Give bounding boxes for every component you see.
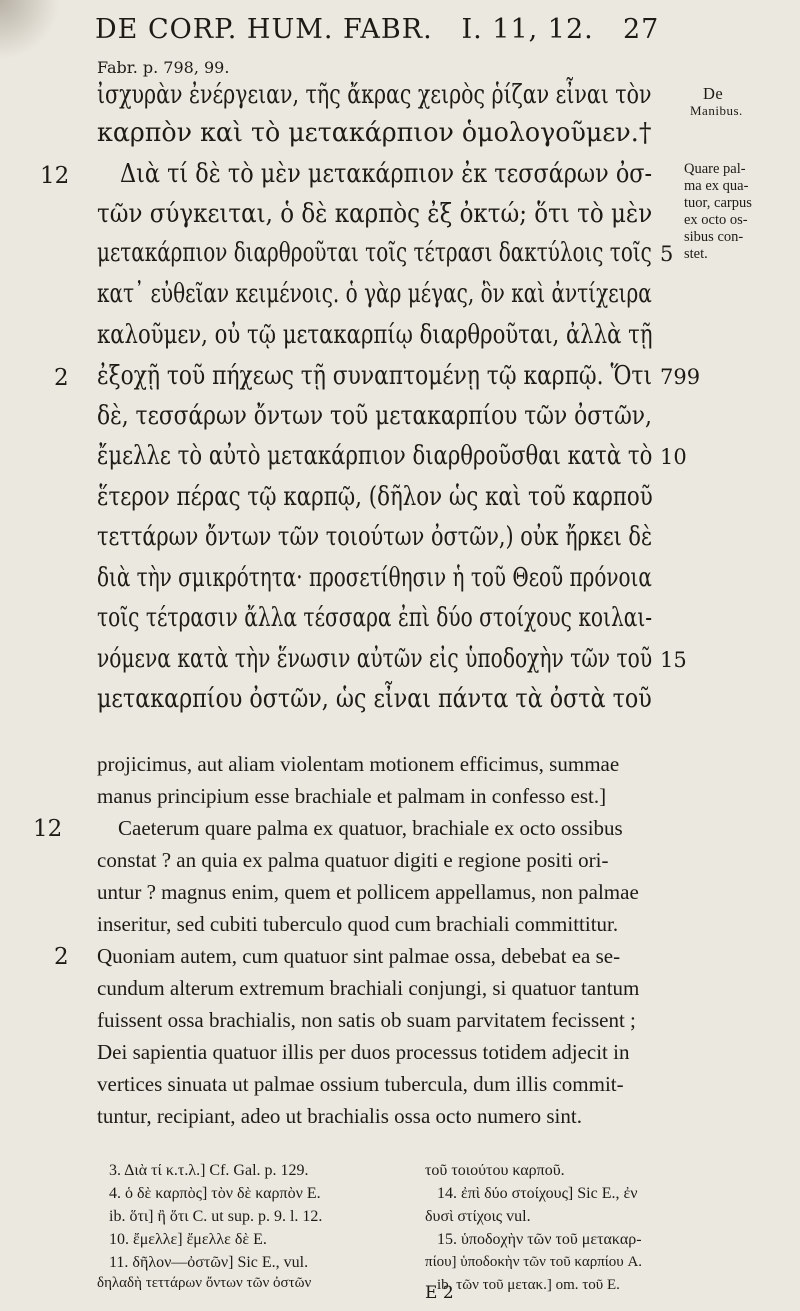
greek-line: ἔμελλε τὸ αὐτὸ μετακάρπιον διαρθροῦσθαι κατὰ τὸ bbox=[97, 440, 653, 471]
latin-line: vertices sinuata ut palmae ossium tubercula, dum illis commit- bbox=[97, 1072, 624, 1096]
apparatus-note: δηλαδὴ τεττάρων ὄντων τῶν ὀστῶν bbox=[97, 1275, 312, 1291]
latin-line: Caeterum quare palma ex quatuor, brachiale ex octo ossibus bbox=[118, 816, 623, 840]
latin-line: constat ? an quia ex palma quatuor digiti e regione positi ori- bbox=[97, 848, 609, 872]
greek-line: νόμενα κατὰ τὴν ἕνωσιν αὐτῶν εἰς ὑποδοχὴν τῶν τοῦ bbox=[97, 643, 653, 674]
latin-line: Dei sapientia quatuor illis per duos processus totidem adjecit in bbox=[97, 1040, 630, 1064]
latin-line: cundum alterum extremum brachiali conjungi, si quatuor tantum bbox=[97, 976, 640, 1000]
greek-line: μετακαρπίου ὀστῶν, ὡς εἶναι πάντα τὰ ὀστὰ τοῦ bbox=[97, 683, 652, 714]
greek-line: ἐξοχῇ τοῦ πήχεως τῇ συναπτομένῃ τῷ καρπῷ. Ὅτι bbox=[97, 360, 652, 391]
latin-line: manus principium esse brachiale et palmam in confesso est.] bbox=[97, 784, 607, 808]
greek-line: τοῖς τέτρασιν ἄλλα τέσσαρα ἐπὶ δύο στοίχους κοιλαι- bbox=[97, 602, 653, 633]
sidebar-title-manibus: Manibus. bbox=[690, 103, 743, 118]
apparatus-note: 15. ὑποδοχὴν τῶν τοῦ μετακαρ- bbox=[437, 1231, 642, 1248]
greek-section-number: 12 bbox=[40, 163, 70, 189]
greek-line: δὲ, τεσσάρων ὄντων τοῦ μετακαρπίου τῶν ὀστῶν, bbox=[97, 400, 652, 431]
sidebar-title bbox=[690, 85, 743, 119]
header-section: I. 11, 12. bbox=[461, 14, 594, 45]
apparatus-note: πίου] ὑποδοκὴν τῶν τοῦ καρπίου A. bbox=[425, 1254, 643, 1270]
greek-line: ἕτερον πέρας τῷ καρπῷ, (δῆλον ὡς καὶ τοῦ καρποῦ bbox=[97, 481, 653, 512]
greek-line: καλοῦμεν, οὐ τῷ μετακαρπίῳ διαρθροῦται, ἀλλὰ τῇ bbox=[97, 319, 653, 350]
latin-section-number: 12 bbox=[33, 816, 63, 842]
apparatus-note: 4. ὁ δὲ καρπὸς] τὸν δὲ καρπὸν E. bbox=[109, 1185, 321, 1202]
running-header bbox=[95, 14, 660, 45]
page-number: 27 bbox=[623, 14, 660, 45]
apparatus-note: 10. ἔμελλε] ἔμελλε δὲ E. bbox=[109, 1231, 267, 1248]
greek-line: μετακάρπιον διαρθροῦται τοῖς τέτρασι δακτύλοις τοῖς bbox=[97, 237, 652, 268]
greek-line: κατ᾽ εὐθεῖαν κειμένοις. ὁ γὰρ μέγας, ὃν καὶ ἀντίχειρα bbox=[97, 278, 652, 309]
apparatus-note: δυσὶ στίχοις vul. bbox=[425, 1208, 531, 1225]
sidebar-line: tuor, carpus bbox=[684, 195, 752, 211]
greek-line: τῶν σύγκειται, ὁ δὲ καρπὸς ἐξ ὀκτώ; ὅτι τὸ μὲν bbox=[97, 198, 653, 229]
galen-page-799: 799 bbox=[660, 365, 701, 389]
latin-line: tuntur, recipiant, adeo ut brachialis ossa octo numero sint. bbox=[97, 1104, 582, 1128]
apparatus-note: 14. ἐπὶ δύο στοίχους] Sic E., ἐν bbox=[437, 1185, 638, 1202]
sidebar-line: Quare pal- bbox=[684, 161, 746, 177]
line-number-5: 5 bbox=[660, 242, 674, 266]
apparatus-note: 3. Διὰ τί κ.τ.λ.] Cf. Gal. p. 129. bbox=[109, 1162, 309, 1179]
line-number-10: 10 bbox=[660, 445, 687, 469]
sidebar-summary bbox=[684, 161, 752, 263]
greek-subsection-number: 2 bbox=[54, 365, 69, 391]
greek-line: ἰσχυρὰν ἐνέργειαν, τῆς ἄκρας χειρὸς ῥίζαν εἶναι τὸν bbox=[97, 79, 652, 110]
latin-line: untur ? magnus enim, quem et pollicem appellamus, non palmae bbox=[97, 880, 639, 904]
line-number-15: 15 bbox=[660, 648, 687, 672]
greek-line: καρπὸν καὶ τὸ μετακάρπιον ὁμολογοῦμεν.† bbox=[97, 117, 652, 148]
apparatus-note: ib. τῶν τοῦ μετακ.] om. τοῦ E. bbox=[437, 1277, 620, 1293]
fabrica-reference: Fabr. p. 798, 99. bbox=[97, 58, 230, 77]
header-title: DE CORP. HUM. FABR. bbox=[95, 14, 433, 45]
apparatus-note: ib. ὅτι] ἢ ὅτι C. ut sup. p. 9. l. 12. bbox=[109, 1208, 323, 1225]
greek-line: τεττάρων ὄντων τῶν τοιούτων ὀστῶν,) οὐκ ἤρκει δὲ bbox=[97, 521, 653, 552]
sidebar-title-de: De bbox=[703, 84, 724, 103]
sidebar-line: ex octo os- bbox=[684, 212, 748, 228]
latin-line: Quoniam autem, cum quatuor sint palmae ossa, debebat ea se- bbox=[97, 944, 621, 968]
sidebar-line: ma ex qua- bbox=[684, 178, 749, 194]
sidebar-line: sibus con- bbox=[684, 229, 744, 245]
signature-mark: E 2 bbox=[425, 1283, 454, 1303]
greek-line: διὰ τὴν σμικρότητα· προσετίθησιν ἡ τοῦ Θεοῦ πρόνοια bbox=[97, 562, 652, 593]
page-corner-shadow bbox=[0, 0, 60, 60]
latin-line: fuissent ossa brachialis, non satis ob suam parvitatem fecissent ; bbox=[97, 1008, 636, 1032]
latin-line: projicimus, aut aliam violentam motionem efficimus, summae bbox=[97, 752, 620, 776]
apparatus-note: τοῦ τοιούτου καρποῦ. bbox=[425, 1162, 565, 1179]
sidebar-line: stet. bbox=[684, 246, 708, 262]
latin-subsection-number: 2 bbox=[54, 944, 69, 970]
apparatus-note: 11. δῆλον—ὀστῶν] Sic E., vul. bbox=[109, 1254, 309, 1271]
greek-line: Διὰ τί δὲ τὸ μὲν μετακάρπιον ἐκ τεσσάρων ὀσ- bbox=[120, 158, 653, 189]
latin-line: inseritur, sed cubiti tuberculo quod cum brachiali committitur. bbox=[97, 912, 619, 936]
